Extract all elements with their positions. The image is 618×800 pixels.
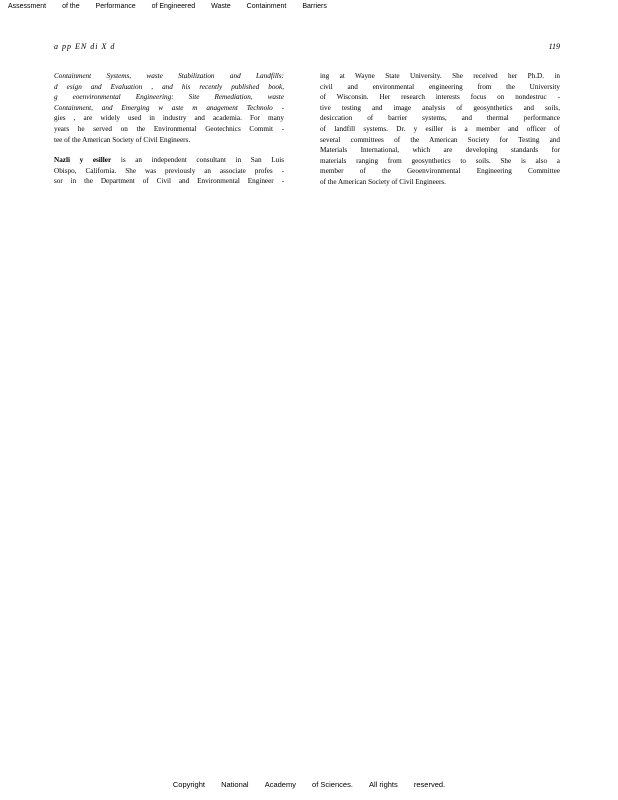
text-line: years he served on the Environmental Geotechnics Commit - [54, 124, 284, 133]
text-line: desiccation of barrier systems, and thermal performance [320, 114, 560, 123]
running-head-word: Performance [95, 3, 136, 10]
text-line: civil and environmental engineering from the University [320, 82, 560, 91]
text-line: sor in the Department of Civil and Environmental Engineer - [54, 177, 284, 186]
paragraph [320, 71, 560, 188]
footer-word: Academy [264, 780, 296, 789]
running-head-word: Barriers [302, 3, 327, 10]
footer-word: reserved. [413, 780, 446, 789]
text-line: g eoenvironmental Engineering: Site Remediation, waste [54, 93, 284, 102]
footer-word: of Sciences. [312, 780, 353, 789]
text-line [54, 155, 284, 166]
text-fragment: is an independent consultant in San Luis [111, 156, 284, 165]
text-line: of landfill systems. Dr. y esiller is a member and officer of [320, 124, 560, 133]
text-line: of Wisconsin. Her research interests focus on nondestruc - [320, 93, 560, 102]
text-line: ing at Wayne State University. She received her Ph.D. in [320, 72, 560, 80]
running-head-word: Waste [211, 3, 231, 10]
running-head-word: of the [62, 3, 80, 10]
right-column [320, 71, 560, 198]
running-head [8, 3, 341, 10]
footer-word: Copyright [172, 780, 205, 789]
text-line: Obispo, California. She was previously an associate profes - [54, 166, 284, 175]
text-line: materials ranging from geosynthetics to soils. She is also a [320, 156, 560, 165]
text-line: tee of the American Society of Civil Engineers. [54, 135, 191, 144]
person-name: Nazli y esiller [54, 156, 112, 165]
paragraph [54, 155, 284, 187]
copyright-footer [0, 780, 618, 789]
left-column [54, 71, 284, 197]
page-number: 119 [548, 42, 560, 51]
running-head-word: of Engineered [151, 3, 196, 10]
footer-word: All rights [369, 780, 398, 789]
appendix-label: a pp EN di X d [54, 42, 116, 51]
text-line: Materials International, which are developing standards for [320, 146, 560, 155]
text-line: gies , are widely used in industry and academia. For many [54, 114, 284, 123]
footer-word: National [221, 780, 249, 789]
text-line: several committees of the American Society for Testing and [320, 135, 560, 144]
paragraph [54, 71, 284, 145]
running-head-word: Assessment [8, 3, 47, 10]
text-line: Containment Systems, waste Stabilization and Landfills: [54, 72, 284, 80]
text-line: d esign and Evaluation , and his recently published book, [54, 82, 284, 91]
text-line: of the American Society of Civil Engineers. [320, 177, 446, 186]
text-line: tive testing and image analysis of geosynthetics and soils, [320, 103, 560, 112]
text-line: Containment, and Emerging w aste m anagement Technolo - [54, 103, 284, 112]
running-head-word: Containment [246, 3, 287, 10]
text-line: member of the Geoenvironmental Engineering Committee [320, 167, 560, 176]
